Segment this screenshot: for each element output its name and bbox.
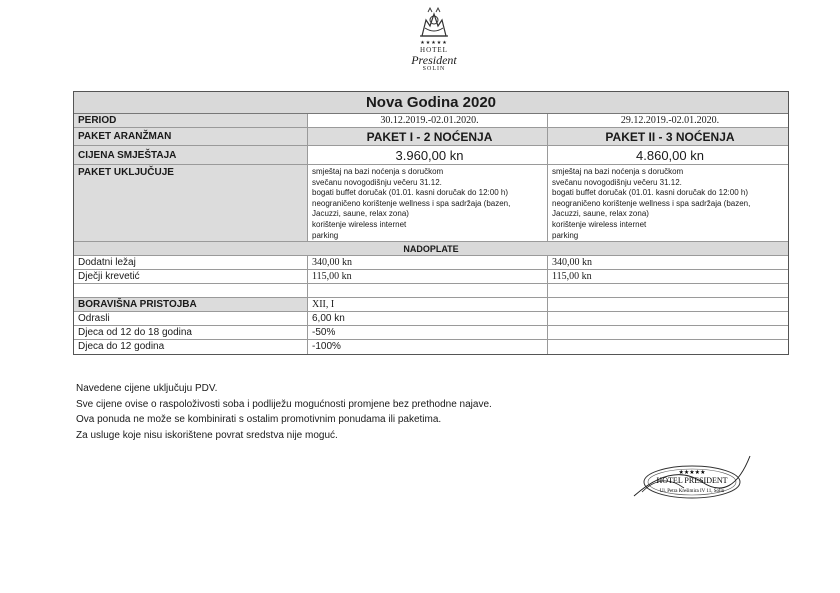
include-item: korištenje wireless internet: [312, 219, 407, 229]
surcharges-header: NADOPLATE: [74, 242, 788, 256]
include-item: bogati buffet doručak (01.01. kasni doručak do 12:00 h): [312, 188, 508, 198]
surcharge-package-1: 115,00 kn: [308, 270, 548, 283]
spacer-cell: [548, 284, 788, 297]
include-item: parking: [552, 230, 579, 240]
includes-label: PAKET UKLJUČUJE: [74, 165, 308, 241]
tax-period: XII, I: [308, 298, 548, 311]
package-row: [74, 128, 788, 146]
package-2-name: PAKET II - 3 NOĆENJA: [548, 128, 788, 145]
terms-notes: [76, 381, 492, 443]
table-title: Nova Godina 2020: [74, 92, 788, 114]
include-item: Jacuzzi, saune, relax zona): [312, 209, 409, 219]
note-line: Ova ponuda ne može se kombinirati s ostalim promotivnim ponudama ili paketima.: [76, 414, 442, 425]
surcharge-package-1: 340,00 kn: [308, 256, 548, 269]
spacer-cell: [308, 284, 548, 297]
includes-row: [74, 165, 788, 242]
stamp-address: Ul. Petra Krešimira IV 11, Solin: [659, 489, 725, 494]
tax-category: Djeca od 12 do 18 godina: [74, 326, 308, 339]
crest-icon: [414, 6, 454, 40]
tax-label: BORAVIŠNA PRISTOJBA: [74, 298, 308, 311]
period-row: [74, 114, 788, 128]
tax-row: [74, 326, 788, 340]
note-line: Sve cijene ovise o raspoloživosti soba i podliježu mogućnosti promjene bez prethodne najave.: [76, 398, 492, 410]
logo-name: President: [411, 53, 457, 67]
tax-row: [74, 340, 788, 354]
price-label: CIJENA SMJEŠTAJA: [74, 146, 308, 164]
include-item: korištenje wireless internet: [552, 219, 647, 229]
hotel-logo: [398, 6, 470, 76]
stamp-stars: ★★★★★: [678, 470, 706, 476]
package-2-includes: [548, 165, 788, 241]
tax-category: Djeca do 12 godina: [74, 340, 308, 354]
tax-row: [74, 298, 788, 312]
tax-value: -100%: [308, 340, 548, 354]
note-line: Za usluge koje nisu iskorištene povrat sredstva nije moguć.: [76, 429, 338, 441]
signature-stamp-icon: [632, 452, 752, 510]
package-1-name: PAKET I - 2 NOĆENJA: [308, 128, 548, 145]
tax-category: Odrasli: [74, 312, 308, 325]
spacer-cell: [74, 284, 308, 297]
package-2-price: 4.860,00 kn: [636, 148, 704, 163]
include-item: neograničeno korištenje wellness i spa sadržaja (bazen,: [312, 198, 511, 208]
include-item: parking: [312, 230, 339, 240]
surcharge-package-2: 340,00 kn: [552, 257, 592, 268]
period-package-2: 29.12.2019.-02.01.2020.: [620, 115, 720, 126]
price-table: [73, 91, 789, 355]
tax-empty: [548, 298, 788, 311]
logo-hotel-text: HOTEL: [420, 46, 448, 54]
package-1-includes: [308, 165, 548, 241]
surcharge-row: [74, 256, 788, 270]
tax-empty: [548, 340, 788, 354]
period-package-1: 30.12.2019.-02.01.2020.: [308, 114, 548, 127]
surcharge-row: [74, 270, 788, 284]
include-item: smještaj na bazi noćenja s doručkom: [552, 167, 684, 176]
surcharge-label: Dječji krevetić: [74, 270, 308, 283]
stamp-name: HOTEL PRESIDENT: [656, 476, 728, 485]
logo-city: SOLIN: [422, 66, 446, 72]
hotel-stamp: [632, 452, 752, 510]
tax-row: [74, 312, 788, 326]
tax-value: -50%: [308, 326, 548, 339]
include-item: svečanu novogodišnju večeru 31.12.: [312, 177, 442, 187]
tax-empty: [548, 312, 788, 325]
table-spacer: [74, 284, 788, 298]
include-item: svečanu novogodišnju večeru 31.12.: [552, 177, 682, 187]
price-row: [74, 146, 788, 165]
period-label: PERIOD: [74, 114, 308, 127]
surcharge-label: Dodatni ležaj: [74, 256, 308, 269]
include-item: bogati buffet doručak (01.01. kasni doručak do 12:00 h): [552, 188, 748, 198]
note-line: Navedene cijene uključuju PDV.: [76, 383, 218, 394]
include-item: smještaj na bazi noćenja s doručkom: [312, 167, 444, 176]
include-item: Jacuzzi, saune, relax zona): [552, 209, 649, 219]
package-1-price: 3.960,00 kn: [308, 146, 548, 164]
tax-empty: [548, 326, 788, 339]
include-item: neograničeno korištenje wellness i spa sadržaja (bazen,: [552, 198, 751, 208]
package-label: PAKET ARANŽMAN: [74, 128, 308, 145]
surcharge-package-2: 115,00 kn: [552, 271, 592, 282]
logo-stars: ★★★★★: [420, 40, 448, 46]
tax-value: 6,00 kn: [308, 312, 548, 325]
